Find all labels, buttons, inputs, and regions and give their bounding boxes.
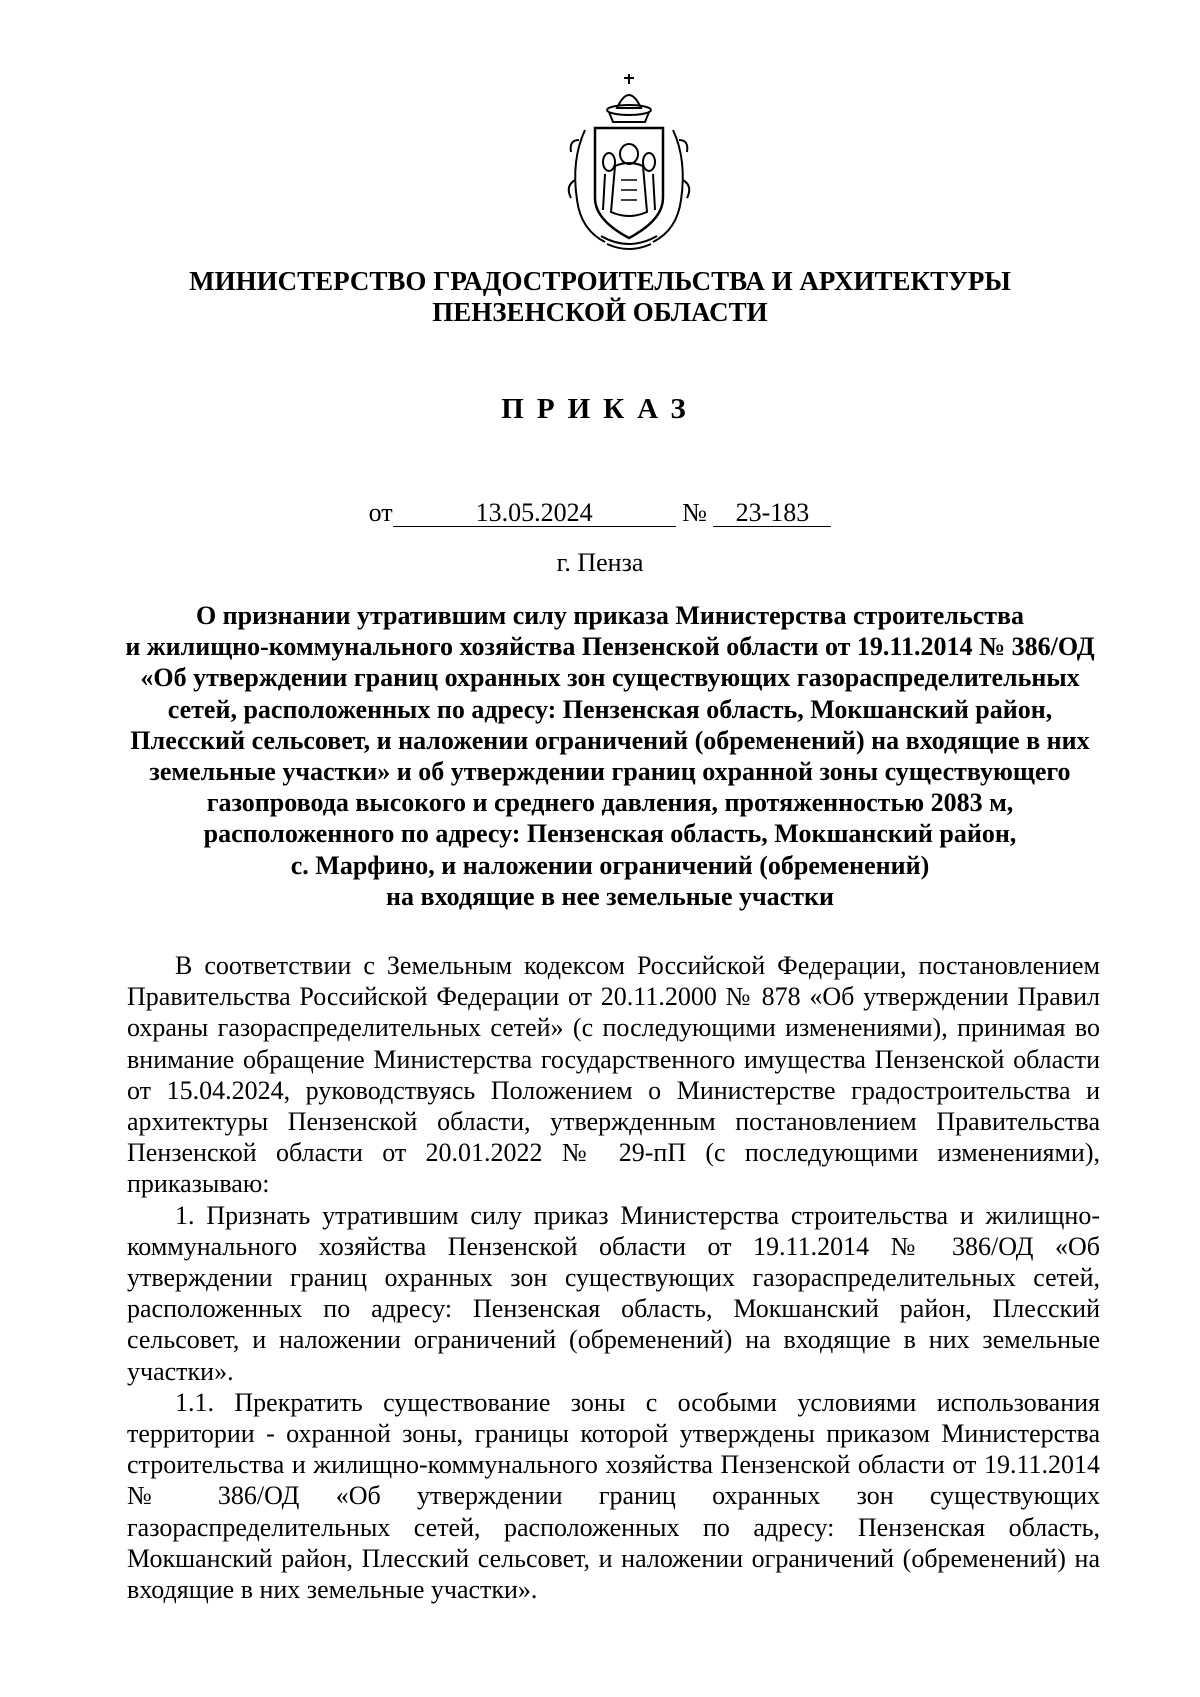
subject-line: «Об утверждении границ охранных зон существующих газораспределительных [140, 663, 1080, 693]
preamble-paragraph: В соответствии с Земельным кодексом Российской Федерации, постановлением Правительства Российской Федерации от 20.11.2000 № 878 «Об утверждении Правил охраны газораспределительных сетей» (с последующими изменениями), принимая во внимание обращение Министерства государственного имущества Пензенской области от 15.04.2024, руководствуясь Положением о Министерстве градостроительства и архитектуры Пензенской области, утвержденным постановлением Правительства Пензенской области от 20.01.2022 № 29-пП (с последующими изменениями), приказываю: [127, 951, 1100, 1199]
number-prefix: № [682, 498, 707, 527]
coat-of-arms-emblem-icon [565, 70, 693, 252]
document-number: 23-183 [713, 500, 831, 527]
date-prefix: от [368, 498, 393, 527]
order-body [127, 950, 1100, 1605]
subject-line: на входящие в нее земельные участки [386, 881, 834, 911]
clause-1-paragraph: 1. Признать утратившим силу приказ Министерства строительства и жилищно-коммунального хозяйства Пензенской области от 19.11.2014 № 386/ОД «Об утверждении границ охранных зон существующих газораспределительных сетей, расположенных по адресу: Пензенская область, Мокшанский район, Плесский сельсовет, и наложении ограничений (обременений) на входящие в них земельные участки». [127, 1200, 1100, 1386]
city-name: г. Пенза [556, 548, 644, 577]
subject-line: земельные участки» и об утверждении границ охранной зоны существующего [149, 757, 1071, 787]
ministry-name [0, 266, 1200, 328]
document-type-title: ПРИКАЗ [501, 393, 699, 425]
clause-1-1-paragraph: 1.1. Прекратить существование зоны с особыми условиями использования территории - охранной зоны, границы которой утверждены приказом Министерства строительства и жилищно-коммунального хозяйства Пензенской области от 19.11.2014 № 386/ОД «Об утверждении границ охранных зон существующих газораспределительных сетей, расположенных по адресу: Пензенская область, Мокшанский район, Плесский сельсовет, и наложении ограничений (обременений) на входящие в них земельные участки». [127, 1387, 1100, 1605]
subject-line: сетей, расположенных по адресу: Пензенская область, Мокшанский район, [167, 694, 1053, 724]
subject-line: Плесский сельсовет, и наложении ограничений (обременений) на входящие в них [130, 725, 1090, 755]
ministry-name-line-1: МИНИСТЕРСТВО ГРАДОСТРОИТЕЛЬСТВА И АРХИТЕКТУРЫ [189, 266, 1011, 296]
subject-line: с. Марфино, и наложении ограничений (обременений) [290, 850, 930, 880]
subject-line: газопровода высокого и среднего давления, протяженностью 2083 м, [206, 788, 1014, 818]
subject-line: и жилищно-коммунального хозяйства Пензенской области от 19.11.2014 № 386/ОД [125, 632, 1095, 662]
ministry-name-line-2: ПЕНЗЕНСКОЙ ОБЛАСТИ [432, 297, 768, 327]
order-subject [120, 600, 1100, 912]
subject-line: расположенного по адресу: Пензенская область, Мокшанский район, [203, 819, 1017, 849]
subject-line: О признании утратившим силу приказа Министерства строительства [195, 601, 1025, 630]
document-date: 13.05.2024 [393, 500, 676, 527]
date-number-line [0, 498, 1200, 528]
